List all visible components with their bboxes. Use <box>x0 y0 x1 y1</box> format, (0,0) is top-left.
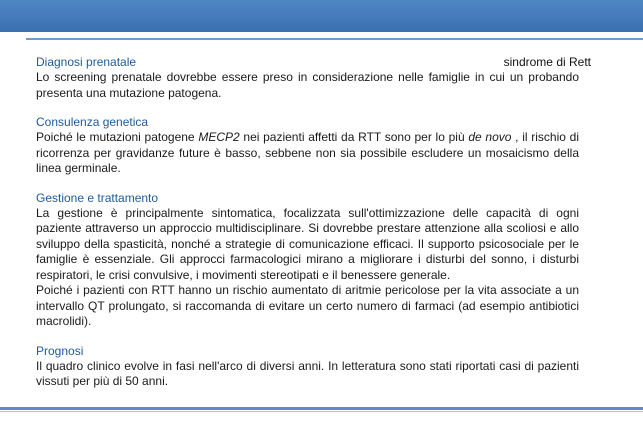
section-paragraph: Poiché i pazienti con RTT hanno un rischio aumentato di aritmie pericolose per la vita associate a un intervallo QT prolungato, si raccomanda di evitare un certo numero di farmaci (ad esempio antibiotici macrolidi). <box>36 283 579 328</box>
header-band <box>0 0 643 32</box>
section-paragraph <box>36 130 579 177</box>
page-header-topic: sindrome di Rett <box>503 55 591 69</box>
section-prognosis <box>36 344 579 390</box>
document-body <box>36 55 579 404</box>
header-divider <box>26 38 643 40</box>
section-paragraph: La gestione è principalmente sintomatica, focalizzata sull'ottimizzazione delle capacità di ogni paziente attraverso un approccio multidisciplinare. Si dovrebbe prestare attenzione alla scoliosi e allo sviluppo della spasticità, nonché a strategie di comunicazione efficaci. Il supporto psicosociale per le famiglie è essenziale. Gli approcci farmacologici mirano a migliorare i disturbi del sonno, i disturbi respiratori, le crisi convulsive, i movimenti stereotipati e il benessere generale. <box>36 205 579 282</box>
paragraph-text: , il rischio di ricorrenza per gravidanze future è basso, sebbene non sia possibile escludere un mosaicismo della linea germinale. <box>36 130 579 175</box>
section-management <box>36 191 579 330</box>
section-heading: Diagnosi prenatale <box>36 55 137 69</box>
gene-name: MECP2 <box>198 130 240 144</box>
paragraph-text: nei pazienti affetti da RTT sono per lo più <box>239 130 469 144</box>
section-paragraph: Il quadro clinico evolve in fasi nell'arco di diversi anni. In letteratura sono stati riportati casi di pazienti vissuti per più di 50 anni. <box>36 358 579 388</box>
section-genetic-counseling <box>36 115 579 177</box>
section-heading: Gestione e trattamento <box>36 190 159 205</box>
section-paragraph: Lo screening prenatale dovrebbe essere preso in considerazione nelle famiglie in cui un probando presenta una mutazione patogena. <box>36 70 579 100</box>
term-de-novo: de novo <box>468 130 512 144</box>
section-heading: Consulenza genetica <box>36 115 149 129</box>
section-heading: Prognosi <box>36 343 84 358</box>
section-prenatal-diagnosis <box>36 55 579 101</box>
footer-divider-thin <box>0 411 643 412</box>
paragraph-text: Poiché le mutazioni patogene <box>36 130 199 144</box>
footer-divider <box>0 407 643 410</box>
